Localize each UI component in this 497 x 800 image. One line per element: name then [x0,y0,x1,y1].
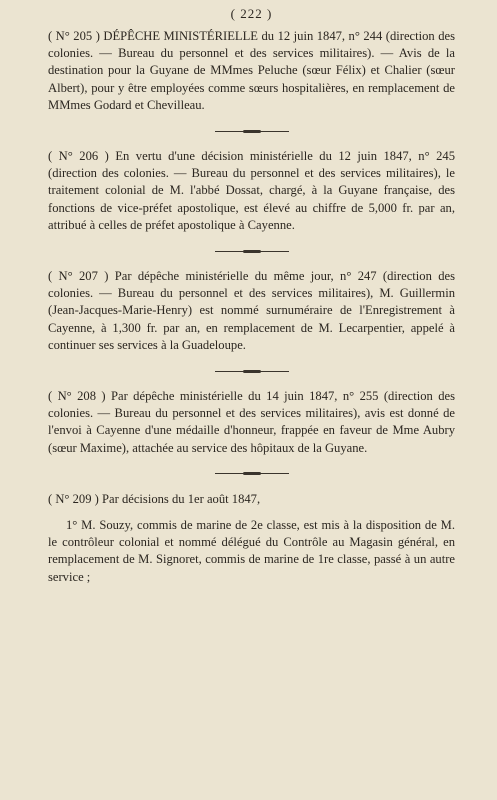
entry-number: ( N° 205 ) [48,29,100,43]
separator-rule [48,465,455,483]
entry-number: ( N° 207 ) [48,269,109,284]
entry-206 [48,148,455,234]
separator-rule [48,242,455,260]
entry-205 [48,28,455,114]
page-number: ( 222 ) [230,6,273,21]
entry-body: Par décisions du 1er août 1847, [102,491,261,506]
entry-text [48,491,455,508]
entry-subparagraph: 1° M. Souzy, commis de marine de 2e classe, est mis à la disposition de M. le contrôleur colonial et nommé délégué du Contrôle au Magasin général, en remplacement de M. Signoret, commis de marine de 1re classe, passé à un autre service ; [48,518,455,584]
separator-rule [48,362,455,380]
entry-208 [48,388,455,457]
entry-body: Par dépêche ministérielle du même jour, n° 247 (direction des colonies. — Bureau du personnel et des services militaires), M. Guillermin (Jean-Jacques-Marie-Henry) est nommé surnuméraire de l'Enregistrement à Cayenne, à 1,300 fr. par an, en remplacement de M. Lecarpentier, appelé à continuer ses services à la Guadeloupe. [48,269,456,352]
entry-text [48,148,455,234]
entry-body: Par dépêche ministérielle du 14 juin 1847, n° 255 (direction des colonies. — Bureau du personnel et des services militaires), avis est donné de l'envoi à Cayenne d'une médaille d'honneur, frappée en faveur de Mme Aubry (sœur Maxime), attachée au service des hôpitaux de la Guyane. [48,389,455,455]
entry-body: En vertu d'une décision ministérielle du 12 juin 1847, n° 245 (direction des colonies. — Bureau du personnel et des services militaires), le traitement colonial de M. l'abbé Dossat, chargé, à la Guyane française, des fonctions de vice-préfet apostolique, est élevé au chiffre de 5,000 fr. par an, attribué à celles de préfet apostolique à Cayenne. [48,149,456,232]
entry-body: DÉPÊCHE MINISTÉRIELLE du 12 juin 1847, n° 244 (direction des colonies. — Bureau du personnel et des services militaires). — Avis de la destination pour la Guyane de MMmes Peluche (sœur Félix) et Chalier (sœur Albert), pour y être employées comme sœurs hospitalières, en remplacement de MMmes Godard et Chevilleau. [48,29,455,112]
entry-number: ( N° 206 ) [48,149,109,164]
entry-text [48,268,455,354]
separator-rule [48,122,455,140]
entry-207 [48,268,455,354]
entry-number: ( N° 208 ) [48,389,106,404]
entry-text [48,28,455,114]
entry-number: ( N° 209 ) [48,491,99,506]
entry-209 [48,491,455,586]
entry-text [48,388,455,457]
